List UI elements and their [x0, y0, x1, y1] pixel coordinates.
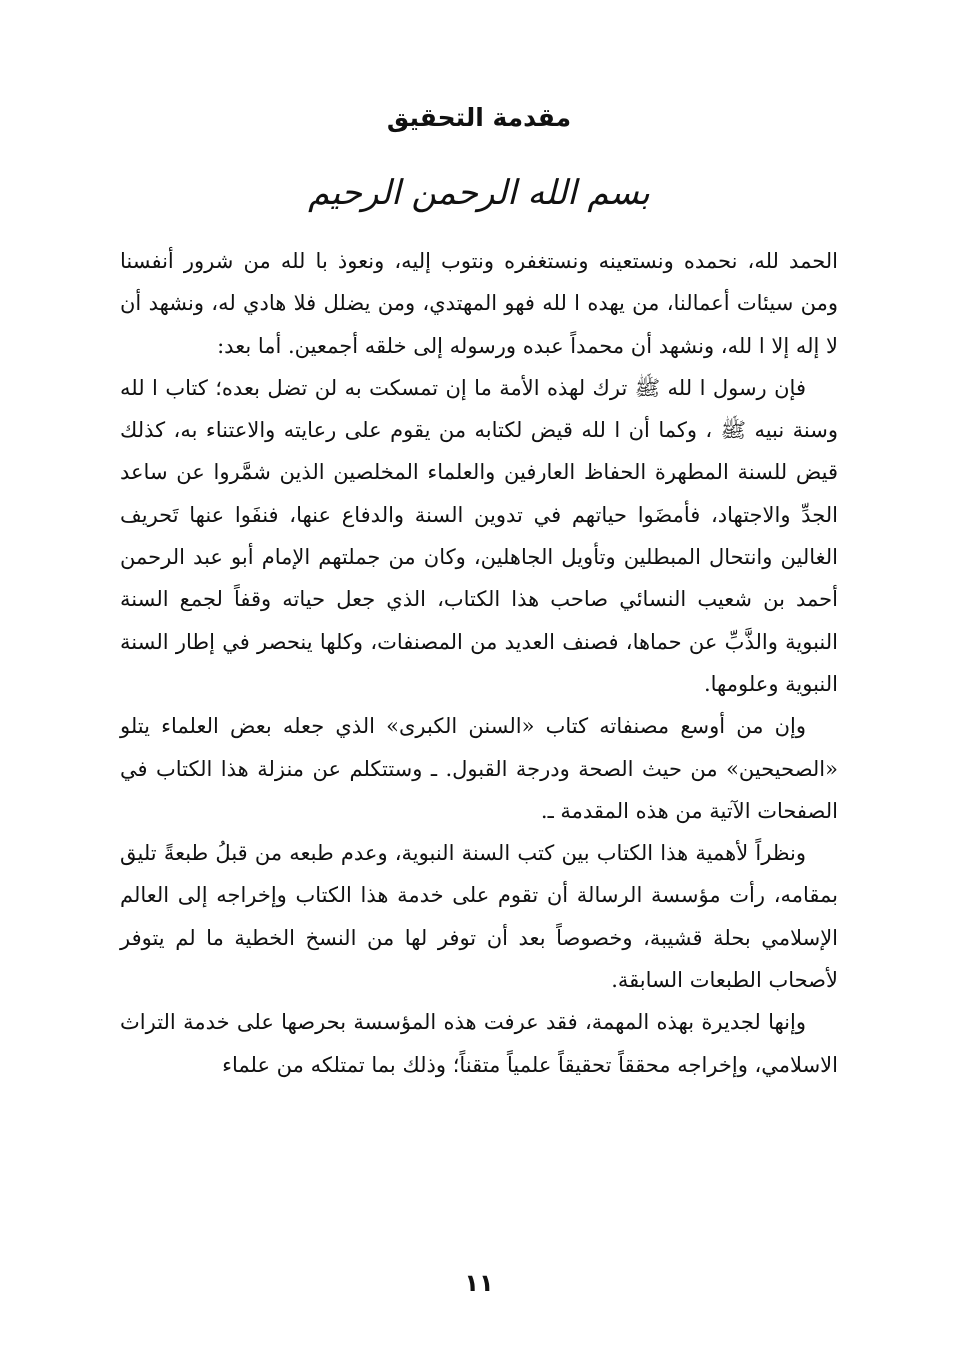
page-number: ١١ [464, 1269, 494, 1297]
paragraph-institution: وإنها لجديرة بهذه المهمة، فقد عرفت هذه المؤسسة بحرصها على خدمة التراث الاسلامي، وإخراجه محققاً تحقيقاً علمياً متقناً؛ وذلك بما تمتلكه من علماء [120, 1010, 838, 1077]
paragraph-sunnah: فإن رسول ا لله ﷺ ترك لهذه الأمة ما إن تمسكت به لن تضل بعده؛ كتاب ا لله وسنة نبيه ﷺ ، وكما أن ا لله قيض لكتابه من يقوم على رعايته والاعتناء به، كذلك قيض للسنة المطهرة الحفاظ العارفين والعلماء المخلصين الذين شمَّروا عن ساعد الجدِّ والاجتهاد، فأمضَوا حياتهم في تدوين السنة والدفاع عنها، فنفَوا عنها تَحريف الغالين وانتحال المبطلين وتأويل الجاهلين، وكان من جملتهم الإمام أبو عبد الرحمن أحمد بن شعيب النسائي صاحب هذا الكتاب، الذي جعل حياته وقفاً لجمع السنة النبوية والذَّبِّ عن حماها، فصنف العديد من المصنفات، وكلها ينحصر في إطار السنة النبوية وعلومها. [120, 375, 838, 696]
basmala: بسم الله الرحمن الرحيم [308, 173, 650, 213]
body-text [120, 240, 838, 1086]
paragraph-importance: ونظراً لأهمية هذا الكتاب بين كتب السنة النبوية، وعدم طبعه من قبلُ طبعةً تليق بمقامه، رأت مؤسسة الرسالة أن تقوم على خدمة هذا الكتاب وإخراجه إلى العالم الإسلامي بحلة قشيبة، وخصوصاً بعد أن توفر لها من النسخ الخطية ما لم يتوفر لأصحاب الطبعات السابقة. [120, 841, 838, 993]
paragraph-sunan-kubra: وإن من أوسع مصنفاته كتاب «السنن الكبرى» الذي جعله بعض العلماء يتلو «الصحيحين» من حيث الصحة ودرجة القبول. ـ وستتكلم عن منزلة هذا الكتاب في الصفحات الآتية من هذه المقدمة ـ. [120, 714, 838, 823]
paragraph-intro: الحمد لله، نحمده ونستعينه ونستغفره ونتوب إليه، ونعوذ با لله من شرور أنفسنا ومن سيئات أعمالنا، من يهده ا لله فهو المهتدي، ومن يضلل فلا هادي له، ونشهد أن لا إله إلا ا لله، ونشهد أن محمداً عبده ورسوله إلى خلقه أجمعين. أما بعد: [120, 249, 838, 358]
book-page [120, 0, 838, 1358]
page-heading: مقدمة التحقيق [386, 103, 572, 132]
